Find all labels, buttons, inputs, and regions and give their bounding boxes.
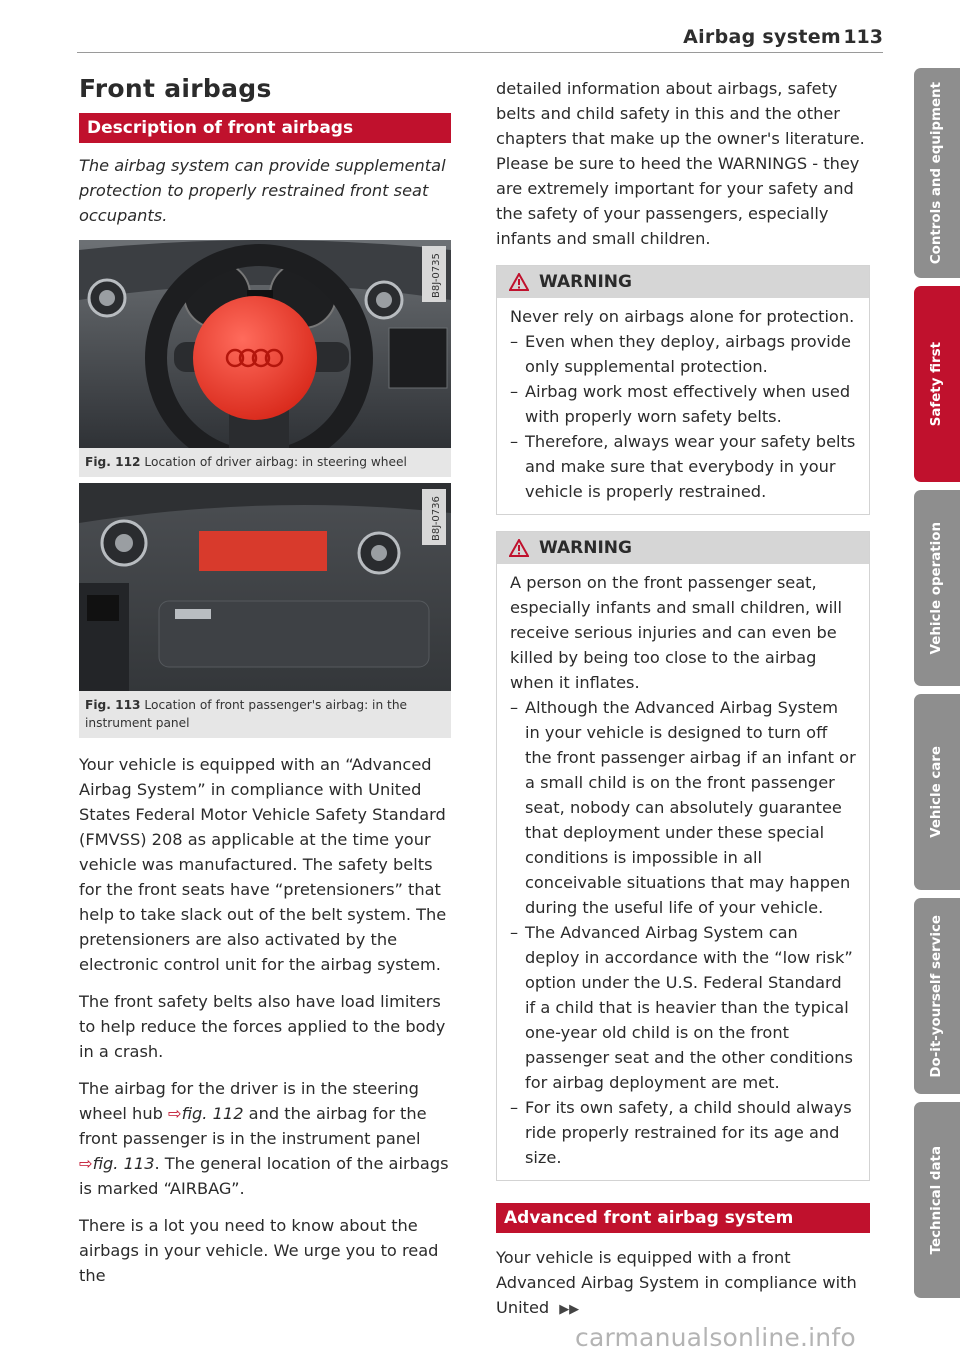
chapter-tabs — [914, 68, 960, 1306]
warning-triangle-icon — [509, 539, 529, 557]
warning-header — [497, 532, 869, 564]
figure-112 — [79, 240, 451, 477]
chapter-title: Airbag system — [683, 26, 841, 48]
warning-title: WARNING — [539, 538, 632, 558]
figure-caption: Fig. 112 Location of driver airbag: in steering wheel — [85, 455, 407, 469]
figure-label: Fig. 113 — [85, 698, 141, 712]
warning-box — [496, 265, 870, 515]
figure-label: Fig. 112 — [85, 455, 141, 469]
warning-title: WARNING — [539, 272, 632, 292]
body-paragraph: detailed information about airbags, safety belts and child safety in this and the other chapters that make up the owner's literature. Please be sure to heed the WARNINGS - they are extremely important for your safety and the safety of your passengers, especially infants and small children. — [496, 79, 865, 248]
warning-intro: A person on the front passenger seat, especially infants and small children, will receive serious injuries and can even be killed by being too close to the airbag when it inflates. — [510, 573, 843, 692]
subsection-title: Description of front airbags — [79, 113, 451, 143]
body-paragraph: The front safety belts also have load limiters to help reduce the forces applied to the body in a crash. — [79, 992, 446, 1061]
passenger-airbag-highlight — [199, 531, 327, 571]
tab-controls-and-equipment[interactable]: Controls and equipment — [914, 68, 960, 278]
warning-item: – Airbag work most effectively when used with properly worn safety belts. — [510, 379, 856, 429]
dashboard-image — [79, 483, 451, 691]
warning-item: – For its own safety, a child should always ride properly restrained for its age and size. — [510, 1095, 856, 1170]
warning-item: – The Advanced Airbag System can deploy in accordance with the “low risk” option under the U.S. Federal Standard if a child that is heavier than the typical one-year old child is on the front passenger seat and the other conditions for airbag deployment are met. — [510, 920, 856, 1095]
body-paragraph: Your vehicle is equipped with an “Advanced Airbag System” in compliance with United States Federal Motor Vehicle Safety Standard (FMVSS) 208 as applicable at the time your vehicle was manufactured. The safety belts for the front seats have “pretensioners” that help to take slack out of the belt system. The pretensioners are also activated by the electronic control unit for the airbag system. — [79, 755, 447, 974]
warning-item: – Even when they deploy, airbags provide only supplemental protection. — [510, 329, 856, 379]
figure-reference-link[interactable]: fig. 113 — [92, 1154, 155, 1173]
figure-113 — [79, 483, 451, 738]
continue-arrow-icon: ▶▶ — [559, 1302, 580, 1317]
warning-box — [496, 531, 870, 1181]
watermark: carmanualsonline.info — [575, 1323, 856, 1352]
tab-vehicle-care[interactable]: Vehicle care — [914, 694, 960, 890]
page-header — [77, 22, 883, 53]
warning-triangle-icon — [509, 273, 529, 291]
warning-body — [497, 298, 869, 514]
body-paragraph: Your vehicle is equipped with a front Advanced Airbag System in compliance with United ▶▶ — [496, 1245, 870, 1322]
page-number: 113 — [843, 26, 883, 48]
left-column — [79, 74, 451, 1300]
tab-technical-data[interactable]: Technical data — [914, 1102, 960, 1298]
warning-item: – Therefore, always wear your safety belts and make sure that everybody in your vehicle is properly restrained. — [510, 429, 856, 504]
warning-intro: Never rely on airbags alone for protection. — [510, 307, 855, 326]
warning-list — [510, 695, 856, 1170]
figure-reference-link[interactable]: fig. 112 — [181, 1104, 244, 1123]
body-paragraph: The airbag for the driver is in the steering wheel hub ⇨fig. 112 and the airbag for the front passenger is in the instrument panel ⇨fig. 113. The general location of the airbags is marked “AIRBAG”. — [79, 1079, 449, 1198]
tab-vehicle-operation[interactable]: Vehicle operation — [914, 490, 960, 686]
section-title: Front airbags — [79, 74, 272, 103]
reference-arrow-icon: ⇨ — [79, 1154, 93, 1173]
warning-item: – Although the Advanced Airbag System in your vehicle is designed to turn off the front passenger airbag if an infant or a small child is on the front passenger seat, nobody can absolutely guarantee that deployment under these special conditions is impossible in all conceivable situations that may happen during the useful life of your vehicle. — [510, 695, 856, 920]
figure-caption: Fig. 113 Location of front passenger's airbag: in the instrument panel — [85, 698, 408, 730]
tab-safety-first[interactable]: Safety first — [914, 286, 960, 482]
reference-arrow-icon: ⇨ — [168, 1104, 182, 1123]
warning-list — [510, 329, 856, 504]
figure-code: B8J-0736 — [431, 496, 442, 541]
body-paragraph: There is a lot you need to know about the airbags in your vehicle. We urge you to read the — [79, 1216, 439, 1285]
warning-body — [497, 564, 869, 1180]
lead-text: The airbag system can provide supplemental protection to properly restrained front seat occupants. — [79, 156, 446, 225]
figure-code: B8J-0735 — [431, 253, 442, 298]
tab-do-it-yourself-service[interactable]: Do-it-yourself service — [914, 898, 960, 1094]
advanced-section-title: Advanced front airbag system — [496, 1203, 870, 1233]
right-column — [496, 74, 870, 1334]
steering-wheel-image — [79, 240, 451, 448]
warning-header — [497, 266, 869, 298]
